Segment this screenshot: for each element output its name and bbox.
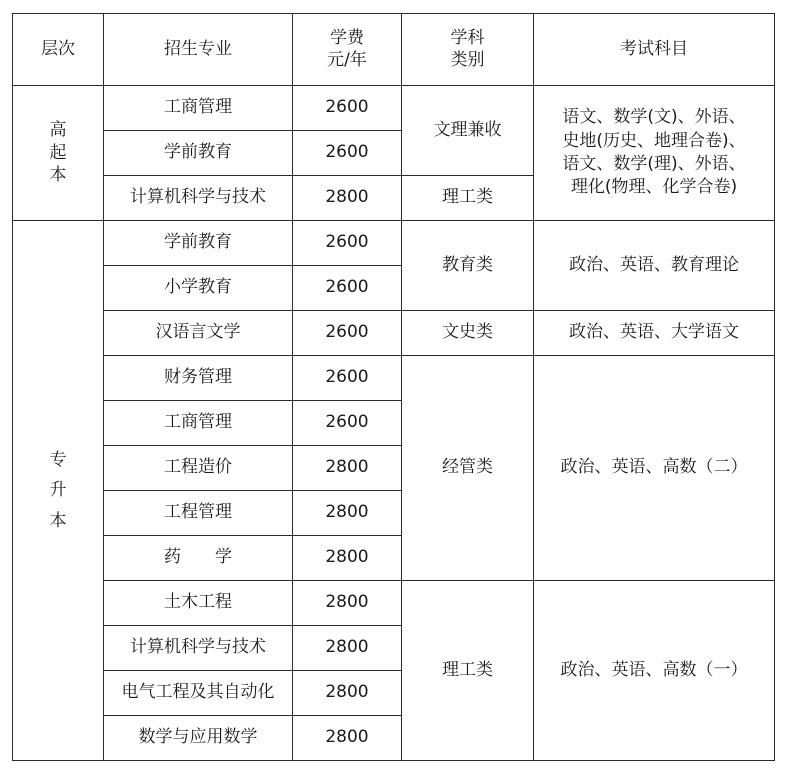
major-cell: 财务管理 [104, 356, 293, 401]
fee-cell: 2800 [293, 491, 402, 536]
subjects-cell [534, 86, 775, 221]
fee-cell: 2800 [293, 176, 402, 221]
category-cell: 文史类 [402, 311, 534, 356]
subjects-line: 语文、数学(理)、外语、 [562, 154, 746, 174]
level-char: 专 [49, 449, 67, 470]
header-level: 层次 [13, 14, 104, 86]
level-char: 本 [49, 510, 67, 531]
fee-cell: 2800 [293, 626, 402, 671]
subjects-line: 理化(物理、化学合卷) [570, 177, 738, 198]
table-row [13, 311, 775, 356]
table-row [13, 221, 775, 266]
major-cell: 药 学 [104, 536, 293, 581]
fee-cell: 2800 [293, 446, 402, 491]
header-tuition-line2: 元/年 [327, 49, 367, 70]
admissions-table [12, 13, 775, 761]
subjects-cell: 政治、英语、高数（一） [534, 581, 775, 761]
fee-cell: 2800 [293, 716, 402, 761]
subjects-cell: 政治、英语、大学语文 [534, 311, 775, 356]
header-subjects: 考试科目 [534, 14, 775, 86]
header-category-line1: 学科 [450, 28, 485, 49]
header-category-line2: 类别 [450, 49, 485, 70]
category-cell: 理工类 [402, 581, 534, 761]
fee-cell: 2600 [293, 311, 402, 356]
fee-cell: 2600 [293, 266, 402, 311]
major-cell: 计算机科学与技术 [104, 626, 293, 671]
fee-cell: 2600 [293, 86, 402, 131]
fee-cell: 2800 [293, 536, 402, 581]
level-cell-gaoqiben [13, 86, 104, 221]
major-cell: 学前教育 [104, 221, 293, 266]
major-cell: 数学与应用数学 [104, 716, 293, 761]
header-major: 招生专业 [104, 14, 293, 86]
table-row [13, 356, 775, 401]
fee-cell: 2800 [293, 581, 402, 626]
header-tuition-line1: 学费 [330, 28, 364, 49]
fee-cell: 2600 [293, 401, 402, 446]
fee-cell: 2600 [293, 131, 402, 176]
major-cell: 小学教育 [104, 266, 293, 311]
major-cell: 工商管理 [104, 401, 293, 446]
level-char: 起 [49, 142, 67, 163]
major-cell: 工程造价 [104, 446, 293, 491]
major-cell: 学前教育 [104, 131, 293, 176]
level-char: 升 [49, 480, 67, 501]
major-cell: 工商管理 [104, 86, 293, 131]
category-cell: 经管类 [402, 356, 534, 581]
major-cell: 汉语言文学 [104, 311, 293, 356]
table-row [13, 86, 775, 131]
table-row [13, 581, 775, 626]
header-row [13, 14, 775, 86]
major-cell: 工程管理 [104, 491, 293, 536]
subjects-line: 史地(历史、地理合卷)、 [562, 130, 746, 151]
category-cell: 教育类 [402, 221, 534, 311]
level-cell-zhuanshengben [13, 221, 104, 761]
major-cell: 土木工程 [104, 581, 293, 626]
header-category [402, 14, 534, 86]
major-cell: 电气工程及其自动化 [104, 671, 293, 716]
level-char: 高 [49, 120, 67, 141]
fee-cell: 2600 [293, 221, 402, 266]
fee-cell: 2800 [293, 671, 402, 716]
fee-cell: 2600 [293, 356, 402, 401]
major-cell: 计算机科学与技术 [104, 176, 293, 221]
level-char: 本 [49, 165, 67, 186]
subjects-cell: 政治、英语、教育理论 [534, 221, 775, 311]
subjects-line: 语文、数学(文)、外语、 [562, 107, 746, 128]
header-tuition [293, 14, 402, 86]
category-cell: 文理兼收 [402, 86, 534, 176]
category-cell: 理工类 [402, 176, 534, 221]
subjects-cell: 政治、英语、高数（二） [534, 356, 775, 581]
